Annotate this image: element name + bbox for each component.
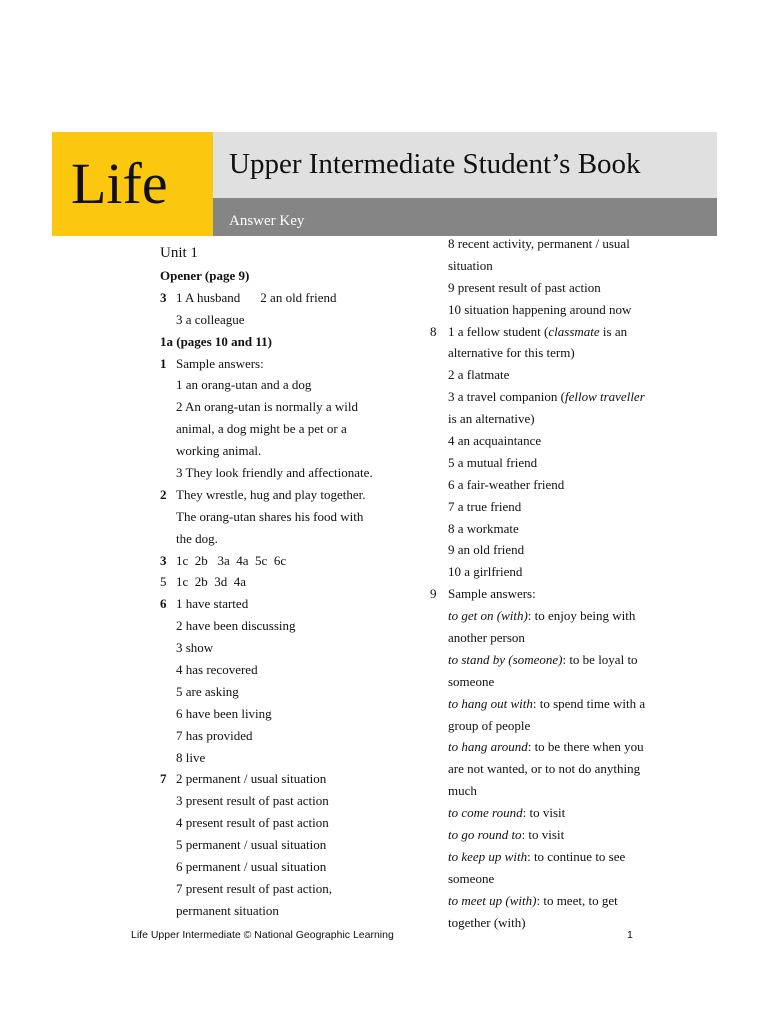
phrase-line [430,802,720,824]
phrase-line [430,605,720,627]
answer-line: 5 are asking [176,683,239,699]
title-bar [213,132,717,198]
answer-text: 1 a fellow student ( [448,323,549,339]
question-number: 6 [160,596,167,612]
answer-line [160,484,425,506]
answer-line [160,768,425,790]
answer-line: 3 a colleague [176,311,245,327]
phrase-term: to come round [448,805,523,821]
answer-line: 4 an acquaintance [448,433,542,449]
answer-line: 7 present result of past action, [176,880,332,896]
answer-line: 10 a girlfriend [448,564,523,580]
phrase-definition: : to be loyal to [562,651,638,667]
phrase-line [430,649,720,671]
answer-text: 2 permanent / usual situation [176,771,327,787]
answer-line: 3 present result of past action [176,793,329,809]
phrase-term: to go round to [448,827,522,843]
answer-line: 4 present result of past action [176,815,329,831]
page-number: 1 [627,929,633,941]
phrase-line [430,890,720,912]
phrase-term: to hang around [448,739,528,755]
phrase-term: to meet up (with) [448,892,537,908]
answer-line: is an alternative) [448,411,535,427]
answer-line: 3 show [176,640,214,656]
question-number: 1 [160,355,167,371]
answer-line: 6 permanent / usual situation [176,859,327,875]
answer-line: 6 a fair-weather friend [448,476,565,492]
question-number: 3 [160,552,167,568]
phrase-definition: : to enjoy being with [527,608,636,624]
answer-line [430,583,720,605]
question-number: 5 [160,574,167,590]
answer-line: 5 a mutual friend [448,454,538,470]
phrase-term: to keep up with [448,848,528,864]
answer-line: 9 an old friend [448,542,525,558]
subtitle-bar [213,198,717,236]
answer-text: 2 an old friend [260,289,337,305]
phrase-line: someone [448,673,495,689]
page-subtitle: Answer Key [229,213,305,229]
phrase-term: to stand by (someone) [448,651,563,667]
answer-line: 2 a flatmate [448,367,510,383]
answer-line [160,593,425,615]
phrase-term: to hang out with [448,695,533,711]
answer-text: 1 have started [176,596,249,612]
page-title: Upper Intermediate Student’s Book [229,148,641,180]
answer-text: Sample answers: [448,586,536,602]
footer-text: Life Upper Intermediate © National Geographic Learning [131,929,394,941]
answer-line [160,353,425,375]
answer-text: 1c 2b 3d 4a [176,574,247,590]
answer-line: 3 They look friendly and affectionate. [176,465,373,481]
answer-line: 4 has recovered [176,662,258,678]
answer-line [160,571,425,593]
question-number: 8 [430,323,437,339]
answer-line: 7 has provided [176,727,253,743]
left-column [160,241,425,922]
answer-line [160,550,425,572]
answer-line: permanent situation [176,902,279,918]
answer-line: 2 have been discussing [176,618,296,634]
phrase-line [430,693,720,715]
phrase-line: much [448,783,477,799]
answer-line: working animal. [176,443,262,459]
answer-line: 1 an orang-utan and a dog [176,377,312,393]
phrase-definition: : to spend time with a [532,695,646,711]
phrase-line: someone [448,870,495,886]
question-number: 7 [160,771,167,787]
phrase-definition: : to visit [522,805,566,821]
answer-text: 1 A husband [176,289,241,305]
answer-line: situation [448,257,493,273]
answer-text: Sample answers: [176,355,264,371]
answer-line [430,321,720,343]
answer-line: animal, a dog might be a pet or a [176,421,347,437]
answer-line: 5 permanent / usual situation [176,837,327,853]
right-column [430,233,720,934]
answer-line: 8 live [176,749,206,765]
answer-line: 2 An orang-utan is normally a wild [176,399,358,415]
answer-line: the dog. [176,530,218,546]
phrase-definition: : to continue to see [527,848,626,864]
phrase-line: group of people [448,717,531,733]
section-heading: 1a (pages 10 and 11) [160,333,272,349]
phrase-definition: : to meet, to get [536,892,618,908]
answer-line: 9 present result of past action [448,279,601,295]
answer-line: 8 a workmate [448,520,519,536]
question-number: 3 [160,289,167,305]
answer-text: 1c 2b 3a 4a 5c 6c [176,552,287,568]
answer-line: alternative for this term) [448,345,575,361]
phrase-line [430,824,720,846]
answer-text: They wrestle, hug and play together. [176,486,366,502]
answer-line: 8 recent activity, permanent / usual [448,236,630,251]
unit-heading: Unit 1 [160,245,198,261]
answer-line [160,287,425,309]
answer-text: 3 a travel companion ( [448,389,565,405]
section-heading: Opener (page 9) [160,268,250,283]
phrase-term: to get on (with) [448,608,528,624]
phrase-definition: : to be there when you [527,739,644,755]
answer-line: The orang-utan shares his food with [176,508,364,524]
phrase-line: are not wanted, or to not do anything [448,761,641,777]
answer-text: is an [599,323,628,339]
logo-box [52,132,213,236]
phrase-definition: : to visit [521,827,565,843]
question-number: 2 [160,486,167,502]
phrase-line: together (with) [448,914,526,930]
answer-term: classmate [548,323,600,339]
phrase-line: another person [448,630,525,646]
answer-line: 6 have been living [176,705,272,721]
question-number: 9 [430,586,437,602]
phrase-line [430,736,720,758]
answer-line: 10 situation happening around now [448,301,632,317]
logo: Life [71,151,168,216]
answer-line: 7 a true friend [448,498,522,514]
phrase-line [430,846,720,868]
answer-line [430,386,720,408]
answer-term: fellow traveller [564,389,645,405]
